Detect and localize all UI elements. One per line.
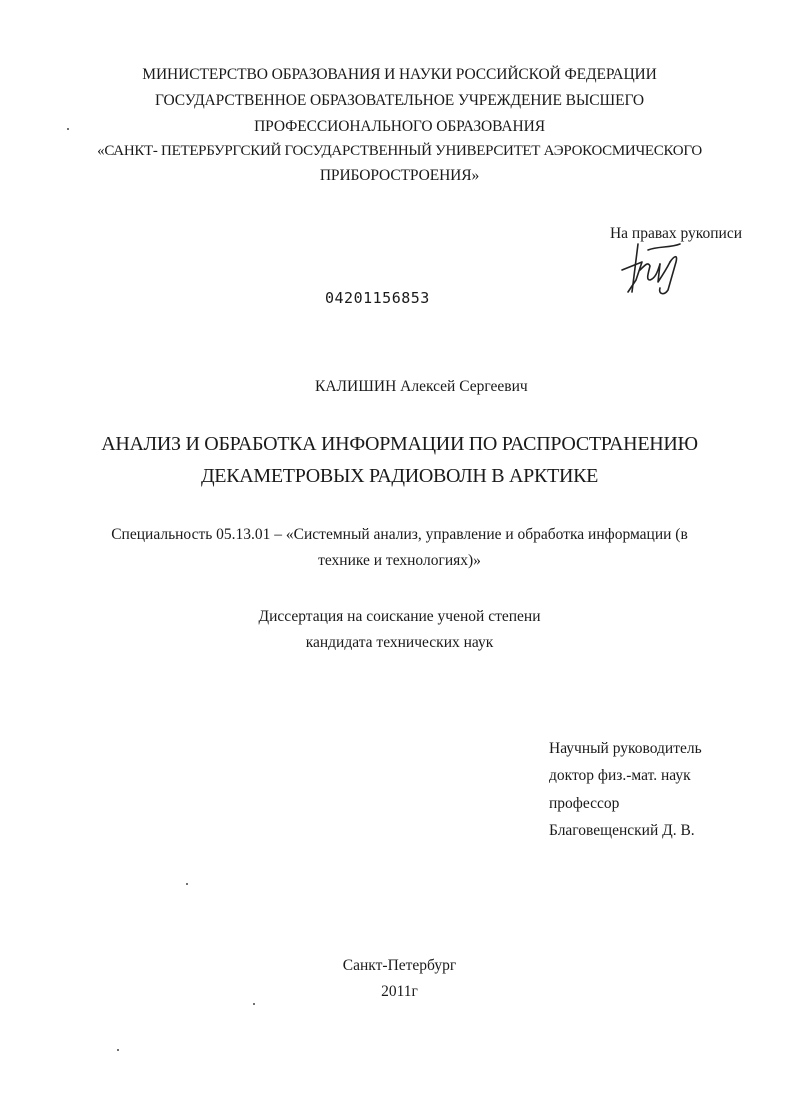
scan-speck	[253, 1003, 255, 1005]
specialty-line-1: Специальность 05.13.01 – «Системный анализ, управление и обработка информации (в	[111, 526, 688, 543]
specialty-line-2: технике и технологиях)»	[318, 552, 481, 569]
author-name: КАЛИШИН Алексей Сергеевич	[315, 378, 528, 395]
header-line-4: «САНКТ- ПЕТЕРБУРГСКИЙ ГОСУДАРСТВЕННЫЙ УНИВЕРСИТЕТ АЭРОКОСМИЧЕСКОГО	[97, 143, 702, 159]
supervisor-title: профессор	[549, 795, 620, 812]
title-line-1: АНАЛИЗ И ОБРАБОТКА ИНФОРМАЦИИ ПО РАСПРОСТРАНЕНИЮ	[101, 433, 698, 455]
footer-city: Санкт-Петербург	[342, 957, 457, 974]
supervisor-role: Научный руководитель	[549, 740, 702, 757]
supervisor-degree: доктор физ.-мат. наук	[549, 767, 691, 784]
degree-line-2: кандидата технических наук	[305, 634, 494, 651]
footer-year: 2011г	[381, 983, 418, 1000]
scan-speck	[186, 883, 188, 885]
scan-speck	[117, 1049, 119, 1051]
header-line-3: ПРОФЕССИОНАЛЬНОГО ОБРАЗОВАНИЯ	[254, 118, 545, 135]
degree-line-1: Диссертация на соискание ученой степени	[258, 608, 541, 625]
catalog-number: 04201156853	[325, 289, 430, 307]
scan-speck	[67, 128, 69, 130]
manuscript-note: На правах рукописи	[609, 225, 742, 242]
title-line-2: ДЕКАМЕТРОВЫХ РАДИОВОЛН В АРКТИКЕ	[200, 465, 599, 487]
header-line-2: ГОСУДАРСТВЕННОЕ ОБРАЗОВАТЕЛЬНОЕ УЧРЕЖДЕНИЕ ВЫСШЕГО	[154, 92, 645, 109]
header-line-5: ПРИБОРОСТРОЕНИЯ»	[319, 167, 480, 184]
supervisor-name: Благовещенский Д. В.	[549, 822, 695, 839]
signature-icon	[618, 240, 688, 298]
header-line-1: МИНИСТЕРСТВО ОБРАЗОВАНИЯ И НАУКИ РОССИЙСКОЙ ФЕДЕРАЦИИ	[142, 66, 657, 83]
